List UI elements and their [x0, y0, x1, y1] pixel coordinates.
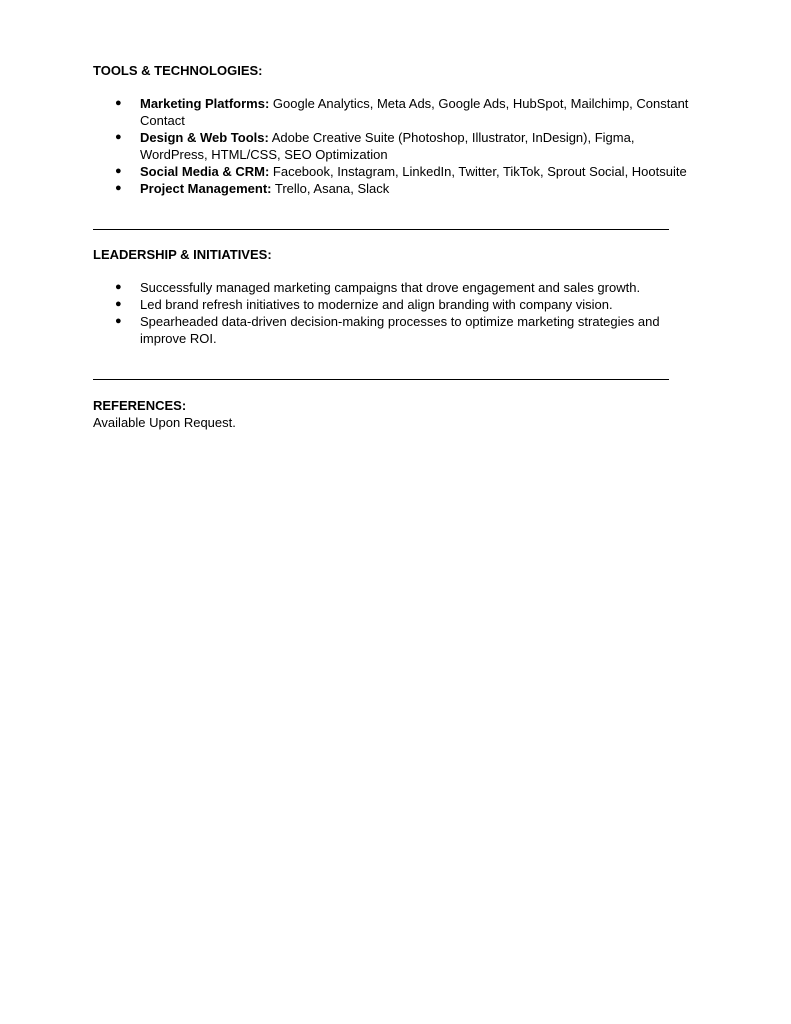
- item-text: Adobe Creative Suite (Photoshop, Illustrator, InDesign), Figma, WordPress, HTML/CSS, SEO Optimization: [140, 130, 635, 162]
- bullet-icon: ●: [115, 182, 122, 194]
- list-item: [93, 163, 693, 180]
- item-lead: Marketing Platforms:: [140, 96, 270, 111]
- leadership-list: [93, 279, 693, 347]
- bullet-icon: ●: [115, 315, 122, 327]
- leadership-heading: LEADERSHIP & INITIATIVES:: [93, 247, 272, 262]
- tools-list: [93, 95, 693, 197]
- item-lead: Social Media & CRM:: [140, 164, 270, 179]
- list-item: [93, 180, 693, 197]
- item-text: Facebook, Instagram, LinkedIn, Twitter, TikTok, Sprout Social, Hootsuite: [269, 164, 687, 179]
- item-lead: Design & Web Tools:: [140, 130, 269, 145]
- item-text: Led brand refresh initiatives to modernize and align branding with company vision.: [140, 297, 613, 312]
- item-text: Successfully managed marketing campaigns that drove engagement and sales growth.: [140, 280, 641, 295]
- list-item: [93, 279, 693, 296]
- bullet-icon: ●: [115, 97, 122, 109]
- list-item: [93, 129, 693, 163]
- item-lead: Project Management:: [140, 181, 272, 196]
- references-text: Available Upon Request.: [93, 415, 236, 430]
- list-item: [93, 95, 693, 129]
- item-text: Google Analytics, Meta Ads, Google Ads, HubSpot, Mailchimp, Constant Contact: [140, 96, 689, 128]
- list-item: [93, 313, 693, 347]
- item-text: Trello, Asana, Slack: [271, 181, 390, 196]
- list-item: [93, 296, 693, 313]
- tools-heading: TOOLS & TECHNOLOGIES:: [93, 63, 263, 78]
- references-heading: REFERENCES:: [93, 398, 187, 413]
- resume-page: [93, 62, 693, 431]
- bullet-icon: ●: [115, 165, 122, 177]
- section-divider: [93, 379, 669, 380]
- bullet-icon: ●: [115, 281, 122, 293]
- section-divider: [93, 229, 669, 230]
- item-text: Spearheaded data-driven decision-making processes to optimize marketing strategies and improve ROI.: [140, 314, 660, 346]
- bullet-icon: ●: [115, 298, 122, 310]
- bullet-icon: ●: [115, 131, 122, 143]
